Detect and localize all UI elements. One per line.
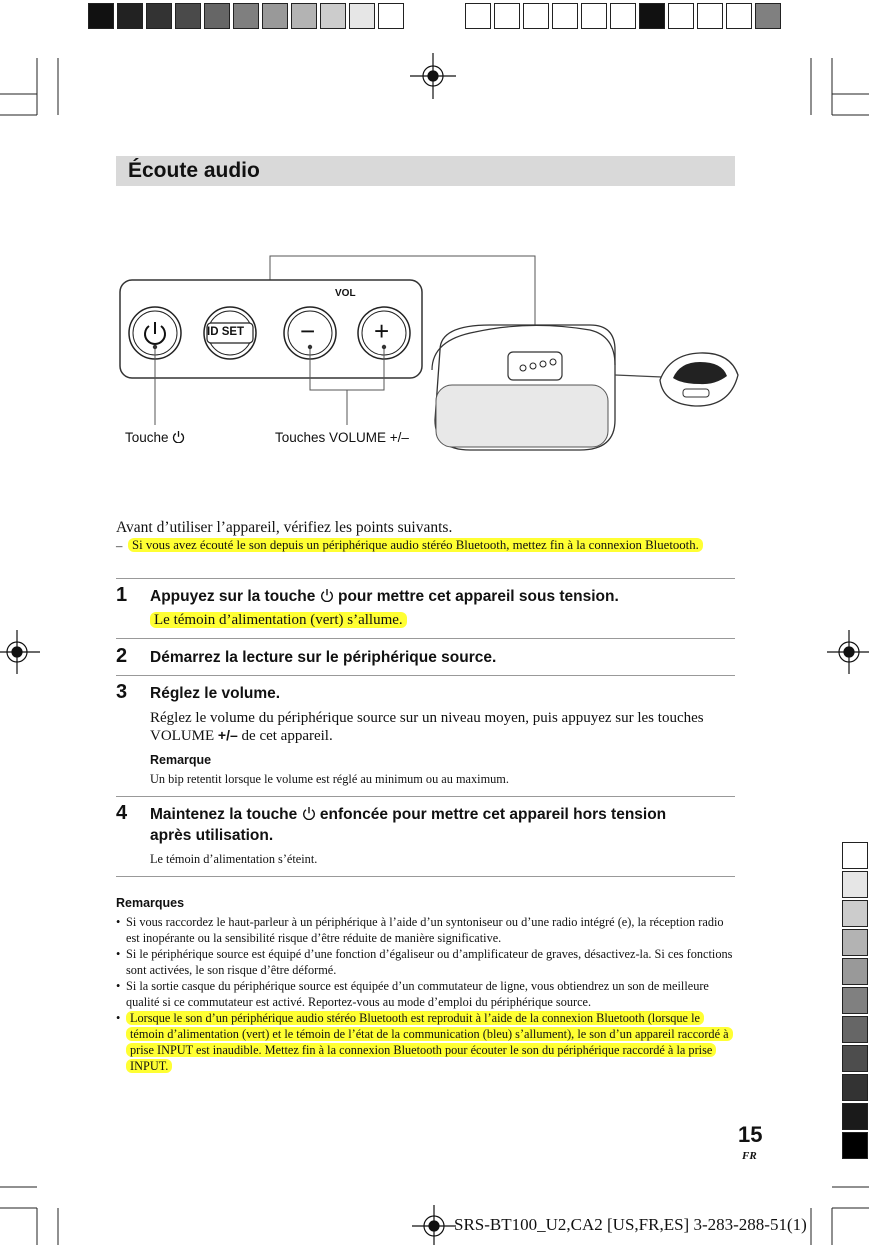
speaker-diagram: [110, 250, 760, 460]
step-heading: Réglez le volume.: [150, 685, 281, 702]
step-heading: [150, 804, 666, 846]
step-heading-part: Appuyez sur la touche: [150, 588, 316, 605]
remark-item: [116, 946, 736, 978]
step-body-text: Le témoin d’alimentation (vert) s’allume.: [150, 612, 407, 628]
bullet: •: [116, 915, 121, 929]
step-body-part: +/–: [217, 727, 238, 743]
intro-check-item: [128, 537, 728, 554]
power-key-label: Touche: [125, 430, 169, 445]
step-number: 1: [116, 584, 128, 606]
step-number: 4: [116, 802, 128, 824]
remark-text: Si vous raccordez le haut-parleur à un périphérique à l’aide d’un syntoniseur ou d’une radio intégré (e), la réception radio est inopérante ou la sensibilité risque d’être réduite de manière significative.: [126, 915, 724, 945]
remark-text: Si la sortie casque du périphérique source est équipée d’un commutateur de ligne, vous obtiendrez un son de meilleure qualité si ce commutateur est activé. Reportez-vous au mode d’emploi du périphérique source.: [126, 979, 709, 1009]
step-body: [150, 710, 720, 745]
power-icon: [302, 806, 316, 820]
id-set-label: ID SET: [207, 326, 245, 338]
page-number: 15: [738, 1122, 763, 1147]
remarks-title: Remarques: [116, 896, 185, 910]
remark-item: [116, 914, 736, 946]
registration-mark-top: [410, 53, 456, 99]
step-heading-part: Maintenez la touche: [150, 806, 298, 823]
power-icon: [172, 430, 185, 443]
intro-dash: –: [116, 539, 123, 553]
section-title: Écoute audio: [128, 159, 260, 182]
divider: [116, 675, 735, 676]
intro-text: Avant d’utiliser l’appareil, vérifiez les points suivants.: [116, 519, 453, 536]
intro-check-text: Si vous avez écouté le son depuis un périphérique audio stéréo Bluetooth, mettez fin à la connexion Bluetooth.: [128, 538, 703, 552]
remark-text: Si le périphérique source est équipé d’une fonction d’égaliseur ou d’amplificateur de graves, désactivez-la. Si ces fonctions sont activées, le son risque d’être déformé.: [126, 947, 733, 977]
note-title: Remarque: [150, 753, 212, 767]
power-icon: [320, 588, 334, 602]
step-body-part: Réglez le volume du périphérique source sur un niveau moyen, puis appuyez sur les touches VOLUME: [150, 710, 704, 744]
plus-symbol: +: [374, 316, 390, 346]
step-heading-part: enfoncée pour mettre cet appareil hors tension: [319, 806, 667, 823]
minus-symbol: −: [300, 316, 316, 346]
bullet: •: [116, 979, 121, 993]
step-heading-part: pour mettre cet appareil sous tension.: [338, 588, 619, 605]
bullet: •: [116, 947, 121, 961]
power-key-callout: [125, 430, 185, 445]
step-heading: Démarrez la lecture sur le périphérique source.: [150, 649, 497, 666]
footer-product-code: SRS-BT100_U2,CA2 [US,FR,ES] 3-283-288-51(1): [454, 1215, 807, 1234]
registration-mark-right: [827, 630, 869, 674]
vol-label: VOL: [335, 288, 356, 299]
divider: [116, 638, 735, 639]
step-body: [150, 612, 407, 629]
step-heading: [150, 586, 619, 607]
registration-mark-left: [0, 630, 40, 674]
page-language: FR: [742, 1150, 757, 1162]
step-number: 3: [116, 681, 128, 703]
registration-mark-bottom: [412, 1205, 456, 1245]
volume-keys-label: Touches VOLUME +/–: [275, 430, 409, 445]
step-number: 2: [116, 645, 128, 667]
step-body-part: de cet appareil.: [237, 728, 333, 744]
note-text: Un bip retentit lorsque le volume est réglé au minimum ou au maximum.: [150, 772, 509, 786]
remark-item: [116, 1010, 736, 1074]
remark-text: Lorsque le son d’un périphérique audio stéréo Bluetooth est reproduit à l’aide de la connexion Bluetooth (lorsque le témoin d’alimentation (vert) et le témoin de l’état de la communication (bleu) s’allument), le son d’un appareil raccordé à prise INPUT est inaudible. Mettez fin à la connexion Bluetooth pour écouter le son du périphérique raccordé à la prise INPUT.: [126, 1011, 733, 1073]
bullet: •: [116, 1011, 121, 1025]
step-body: Le témoin d’alimentation s’éteint.: [150, 852, 318, 866]
divider: [116, 876, 735, 877]
divider: [116, 578, 735, 579]
remark-item: [116, 978, 736, 1010]
step-heading-part: après utilisation.: [150, 827, 274, 844]
divider: [116, 796, 735, 797]
